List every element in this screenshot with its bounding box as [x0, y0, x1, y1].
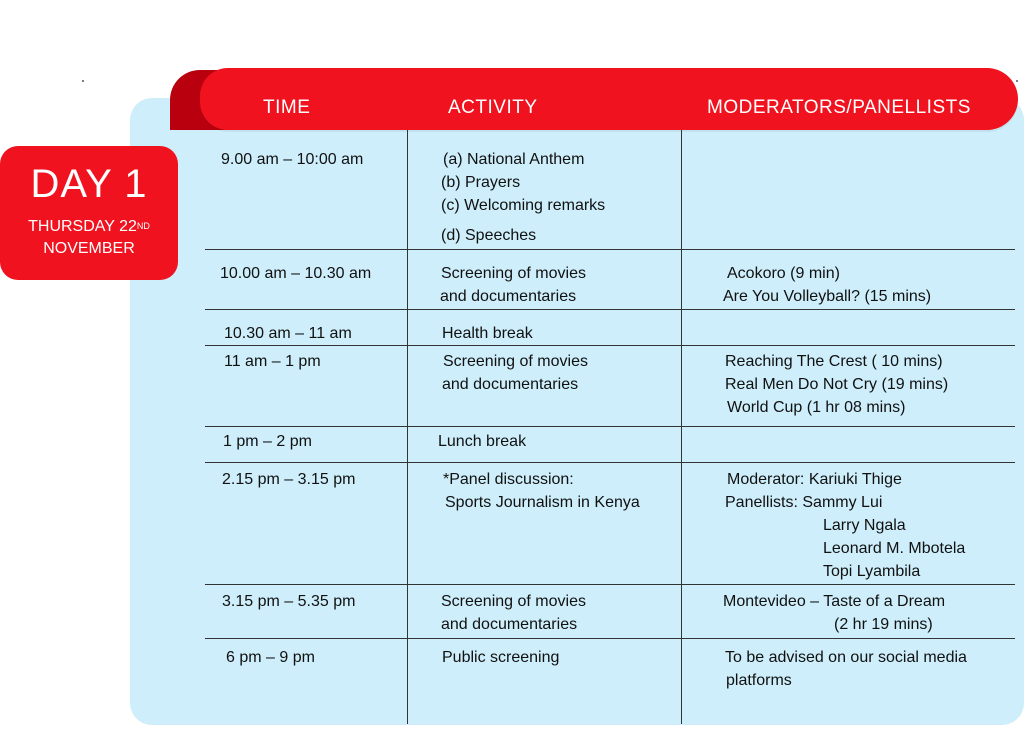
day-date: THURSDAY 22ND NOVEMBER: [28, 218, 150, 257]
row-divider: [205, 345, 1015, 346]
column-header-activity: ACTIVITY: [448, 97, 538, 118]
activity-line: Screening of movies: [443, 353, 588, 370]
moderator-line: Reaching The Crest ( 10 mins): [725, 353, 943, 370]
moderator-line: platforms: [726, 672, 792, 689]
moderator-line: Leonard M. Mbotela: [823, 540, 966, 557]
activity-line: Public screening: [442, 649, 560, 666]
activity-line: Screening of movies: [441, 265, 586, 282]
activity-line: Screening of movies: [441, 593, 586, 610]
column-header-moderators: MODERATORS/PANELLISTS: [707, 97, 971, 118]
decorative-dot: [1016, 80, 1018, 82]
activity-line: Lunch break: [438, 433, 527, 450]
row-divider: [205, 249, 1015, 250]
activity-line: Sports Journalism in Kenya: [445, 494, 640, 511]
day-badge: [0, 146, 178, 280]
activity-line: and documentaries: [441, 616, 578, 633]
moderator-line: Montevideo – Taste of a Dream: [723, 593, 946, 610]
activity-line: (b) Prayers: [441, 174, 521, 191]
row-divider: [205, 426, 1015, 427]
moderator-line: Moderator: Kariuki Thige: [727, 471, 902, 488]
activity-line: and documentaries: [442, 376, 579, 393]
moderator-line: Panellists: Sammy Lui: [725, 494, 883, 511]
row-divider: [205, 309, 1015, 310]
row-time: 11 am – 1 pm: [224, 353, 321, 370]
activity-line: *Panel discussion:: [443, 471, 574, 488]
moderator-line: Larry Ngala: [823, 517, 906, 534]
day-title: DAY 1: [30, 162, 148, 206]
row-time: 3.15 pm – 5.35 pm: [222, 593, 356, 610]
row-time: 10.30 am – 11 am: [224, 325, 352, 342]
moderator-line: To be advised on our social media: [725, 649, 967, 666]
moderator-line: Topi Lyambila: [823, 563, 921, 580]
row-time: 6 pm – 9 pm: [226, 649, 315, 666]
activity-line: (c) Welcoming remarks: [441, 197, 606, 214]
moderator-line: Real Men Do Not Cry (19 mins): [725, 376, 949, 393]
column-divider: [407, 130, 408, 724]
row-time: 10.00 am – 10.30 am: [220, 265, 372, 282]
activity-line: (d) Speeches: [441, 227, 537, 244]
column-divider: [681, 130, 682, 724]
moderator-line: (2 hr 19 mins): [834, 616, 933, 633]
column-header-time: TIME: [263, 97, 311, 118]
moderator-line: Acokoro (9 min): [727, 265, 840, 282]
row-divider: [205, 462, 1015, 463]
row-time: 9.00 am – 10:00 am: [221, 151, 364, 168]
activity-line: and documentaries: [440, 288, 577, 305]
activity-line: Health break: [442, 325, 533, 342]
activity-line: (a) National Anthem: [443, 151, 585, 168]
row-divider: [205, 638, 1015, 639]
decorative-dot: [82, 80, 84, 82]
row-divider: [205, 584, 1015, 585]
moderator-line: World Cup (1 hr 08 mins): [727, 399, 906, 416]
moderator-line: Are You Volleyball? (15 mins): [723, 288, 932, 305]
row-time: 2.15 pm – 3.15 pm: [222, 471, 356, 488]
row-time: 1 pm – 2 pm: [223, 433, 312, 450]
